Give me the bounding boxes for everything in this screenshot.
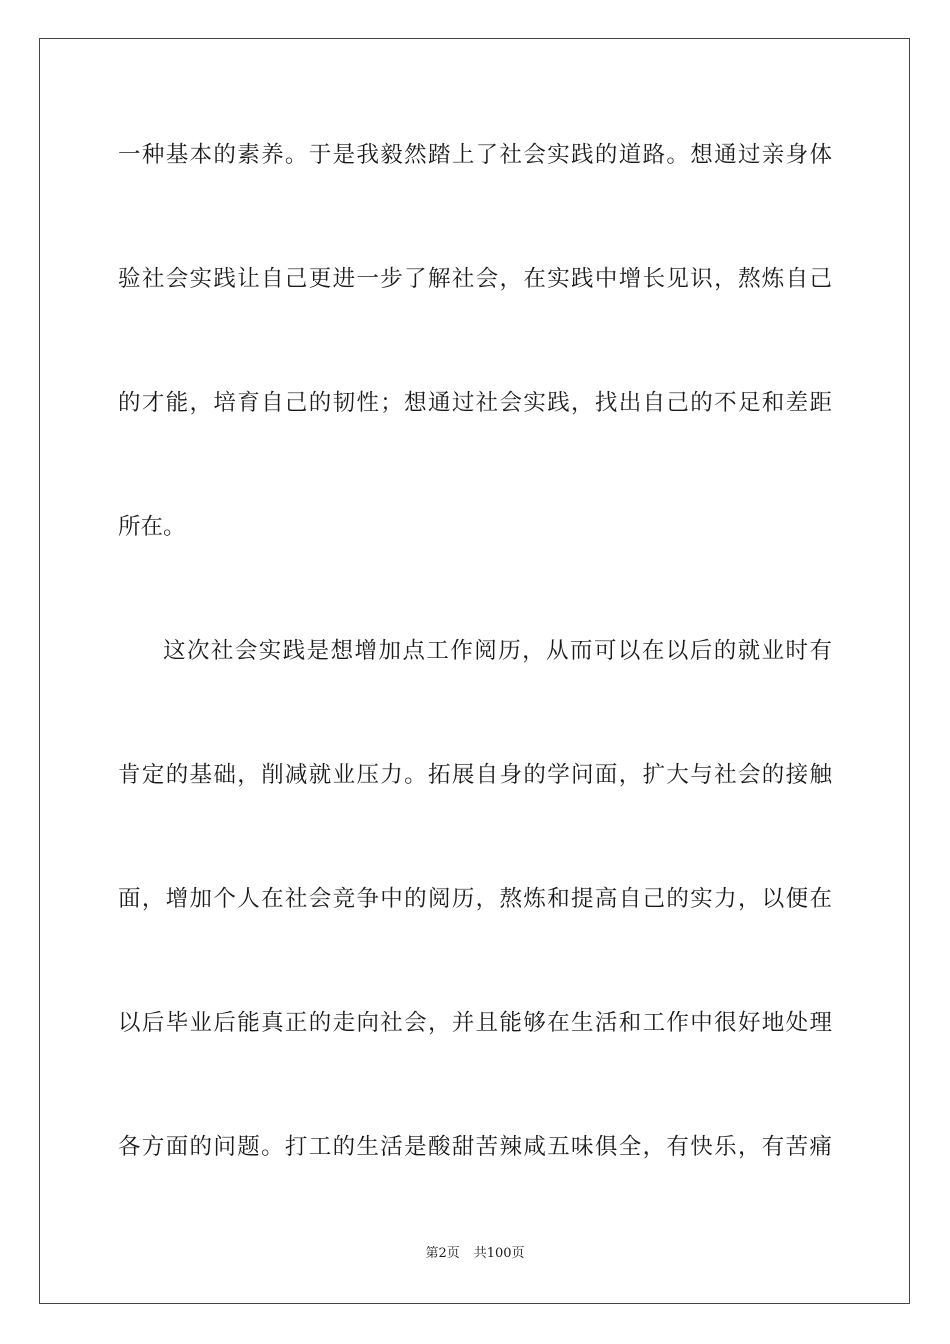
text-line: 验社会实践让自己更进一步了解社会，在实践中增长见识，熬炼自己 — [118, 266, 832, 292]
text-line: 面，增加个人在社会竞争中的阅历，熬炼和提高自己的实力，以便在 — [118, 886, 832, 912]
text-line: 各方面的问题。打工的生活是酸甜苦辣咸五味俱全，有快乐，有苦痛 — [118, 1134, 832, 1160]
page-number: 第2页 — [425, 1246, 460, 1261]
page-footer — [0, 1244, 950, 1264]
text-line: 一种基本的素养。于是我毅然踏上了社会实践的道路。想通过亲身体 — [118, 142, 832, 168]
page-total: 共100页 — [473, 1246, 525, 1261]
text-line: 的才能，培育自己的韧性；想通过社会实践，找出自己的不足和差距 — [118, 390, 832, 416]
text-line: 以后毕业后能真正的走向社会，并且能够在生活和工作中很好地处理 — [118, 1010, 832, 1036]
text-line: 肯定的基础，削减就业压力。拓展自身的学问面，扩大与社会的接触 — [118, 762, 832, 788]
text-line: 这次社会实践是想增加点工作阅历，从而可以在以后的就业时有 — [163, 638, 832, 664]
page-border — [39, 38, 910, 1304]
text-line: 所在。 — [118, 514, 186, 540]
